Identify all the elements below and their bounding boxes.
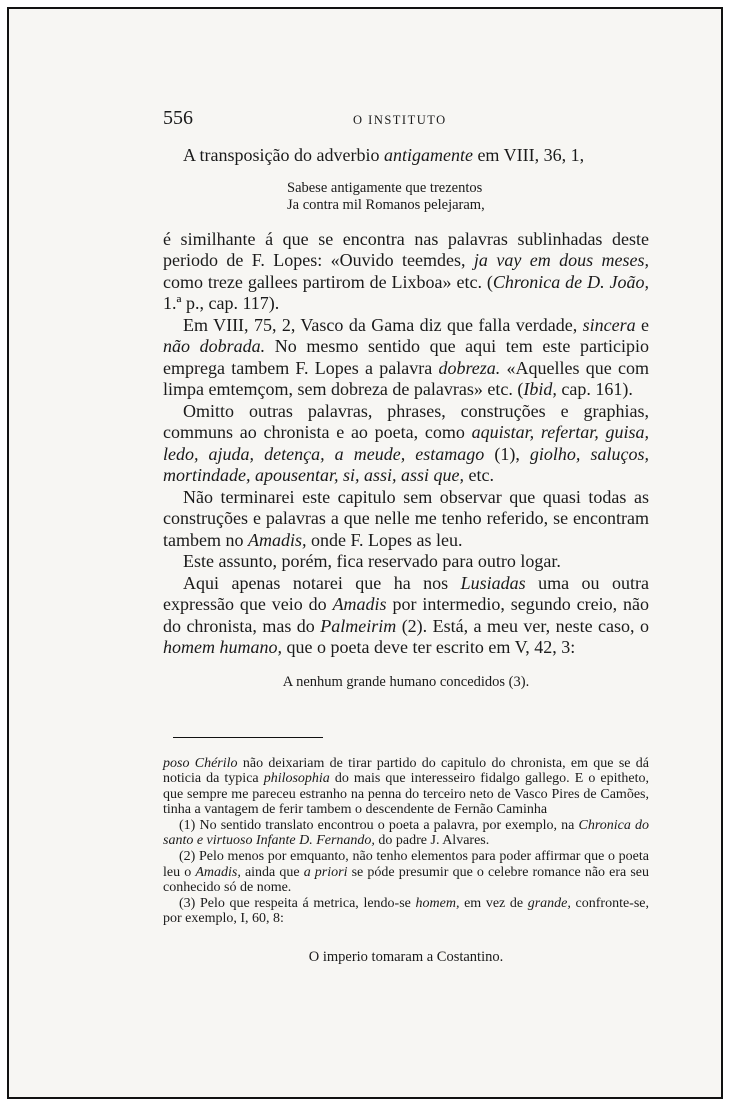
paragraph-7 bbox=[163, 573, 649, 659]
text-span: No mesmo sentido que aqui tem este participio emprega tambem F. Lopes a palavra bbox=[163, 336, 649, 378]
footnote-continuation bbox=[163, 756, 649, 818]
italic-term: giolho, saluços, mortindade, apousentar, si, assi, assi que, bbox=[163, 443, 649, 485]
text-span: uma ou outra expressão que veio do bbox=[163, 572, 649, 614]
text-span: etc. bbox=[464, 465, 495, 485]
text-span: «Aquelles que com limpa emtemçom, sem dobreza de palavras» etc. ( bbox=[163, 357, 649, 399]
italic-term: homem humano, bbox=[163, 637, 282, 657]
text-span: que o poeta deve ter escrito em V, 42, 3: bbox=[282, 637, 576, 657]
text-span: e bbox=[635, 314, 649, 335]
text-span: (3) Pelo que respeita á metrica, lendo-se bbox=[179, 895, 416, 911]
text-span: por intermedio, segundo creio, não do chronista, mas do bbox=[163, 594, 649, 636]
text-span: é similhante á que se encontra nas palavras sublinhadas deste periodo de F. Lopes: «Ouvido teemdes, bbox=[163, 228, 649, 270]
footnote-3 bbox=[163, 896, 649, 927]
verse-quotation-1 bbox=[287, 180, 649, 215]
text-span: Não terminarei este capitulo sem observar que quasi todas as construções e palavras a que nelle me tenho referido, se encontram tambem no bbox=[163, 486, 649, 550]
italic-term: Amadis, bbox=[195, 864, 241, 880]
verse-line: Ja contra mil Romanos pelejaram, bbox=[287, 197, 485, 213]
text-span: (2) Pelo menos por emquanto, não tenho elementos para poder affirmar que o poeta leu o bbox=[163, 849, 649, 880]
text-span: em vez de bbox=[459, 895, 528, 911]
italic-term: dobreza. bbox=[438, 357, 501, 378]
italic-term: Ibid, bbox=[523, 379, 557, 399]
footnote-divider bbox=[173, 737, 323, 738]
italic-term: poso Chérilo bbox=[163, 755, 238, 771]
page-content bbox=[163, 107, 649, 981]
text-span: em VIII, 36, 1, bbox=[472, 145, 585, 165]
italic-term: grande, bbox=[527, 895, 571, 911]
paragraph-6: Este assunto, porém, fica reservado para outro logar. bbox=[183, 551, 561, 571]
running-title: O INSTITUTO bbox=[353, 113, 447, 127]
paragraph-1 bbox=[163, 145, 649, 167]
text-span: (1), bbox=[484, 443, 530, 464]
footnote-2 bbox=[163, 849, 649, 896]
text-span: como treze gallees partirom de Lixboa» etc. ( bbox=[163, 271, 493, 292]
text-span: se póde presumir que o celebre romance não era seu conhecido só de nome. bbox=[163, 864, 649, 896]
footnote-1 bbox=[163, 818, 649, 849]
paragraph-5 bbox=[163, 487, 649, 552]
text-span: não deixariam de tirar partido do capitulo do chronista, em que se dá noticia da typica bbox=[163, 755, 650, 787]
italic-term: sincera bbox=[582, 314, 636, 335]
paragraph-2 bbox=[163, 229, 649, 315]
text-span: confronte-se, por exemplo, I, 60, 8: bbox=[163, 895, 650, 927]
italic-term: Lusiadas bbox=[460, 572, 526, 593]
text-span: Aqui apenas notarei que ha nos bbox=[183, 572, 461, 593]
italic-term: philosophia bbox=[263, 771, 330, 787]
text-span: do mais que interesseiro fidalgo gallego. E o epitheto, que sempre me pareceu estranho na penna do terceiro neto de Vasco Pires de Camões, tinha a vantagem de ferir tambem o descendente de Fernão Caminha bbox=[163, 771, 649, 818]
text-span: 1.ª p., cap. 117). bbox=[163, 293, 280, 313]
italic-term: não dobrada. bbox=[163, 336, 266, 356]
text-span: do padre J. Alvares. bbox=[374, 833, 490, 849]
italic-term: Chronica de D. João, bbox=[492, 271, 649, 292]
italic-term: Palmeirim bbox=[320, 615, 397, 636]
italic-term: aquistar, refertar, guisa, ledo, ajuda, detença, a meude, estamago bbox=[163, 422, 649, 464]
italic-term: Chronica do santo e virtuoso Infante D. Fernando, bbox=[163, 817, 650, 849]
italic-term: antigamente bbox=[383, 145, 473, 165]
italic-term: Amadis, bbox=[247, 529, 307, 550]
page-number: 556 bbox=[163, 107, 193, 129]
text-span: Em VIII, 75, 2, Vasco da Gama diz que falla verdade, bbox=[183, 314, 583, 335]
book-page bbox=[7, 7, 723, 1099]
verse-line: Sabese antigamente que trezentos bbox=[287, 179, 483, 196]
italic-term: Amadis bbox=[332, 594, 387, 614]
italic-term: ja vay em dous meses, bbox=[473, 250, 649, 270]
text-span: (1) No sentido translato encontrou o poeta a palavra, por exemplo, na bbox=[179, 817, 579, 833]
footnote-verse: O imperio tomaram a Costantino. bbox=[308, 949, 504, 966]
text-span: ainda que bbox=[240, 864, 304, 880]
page-header bbox=[163, 107, 649, 143]
paragraph-4 bbox=[163, 401, 649, 487]
text-span: Omitto outras palavras, phrases, construções e graphias, communs ao chronista e ao poeta, como bbox=[163, 400, 649, 442]
text-span: onde F. Lopes as leu. bbox=[306, 529, 463, 550]
italic-term: a priori bbox=[303, 864, 348, 880]
italic-term: homem, bbox=[415, 895, 460, 911]
text-span: cap. 161). bbox=[556, 379, 633, 399]
text-span: (2). Está, a meu ver, neste caso, o bbox=[396, 615, 649, 636]
verse-quotation-2: A nenhum grande humano concedidos (3). bbox=[282, 673, 530, 690]
text-span: A transposição do adverbio bbox=[183, 145, 384, 165]
paragraph-3 bbox=[163, 315, 649, 401]
